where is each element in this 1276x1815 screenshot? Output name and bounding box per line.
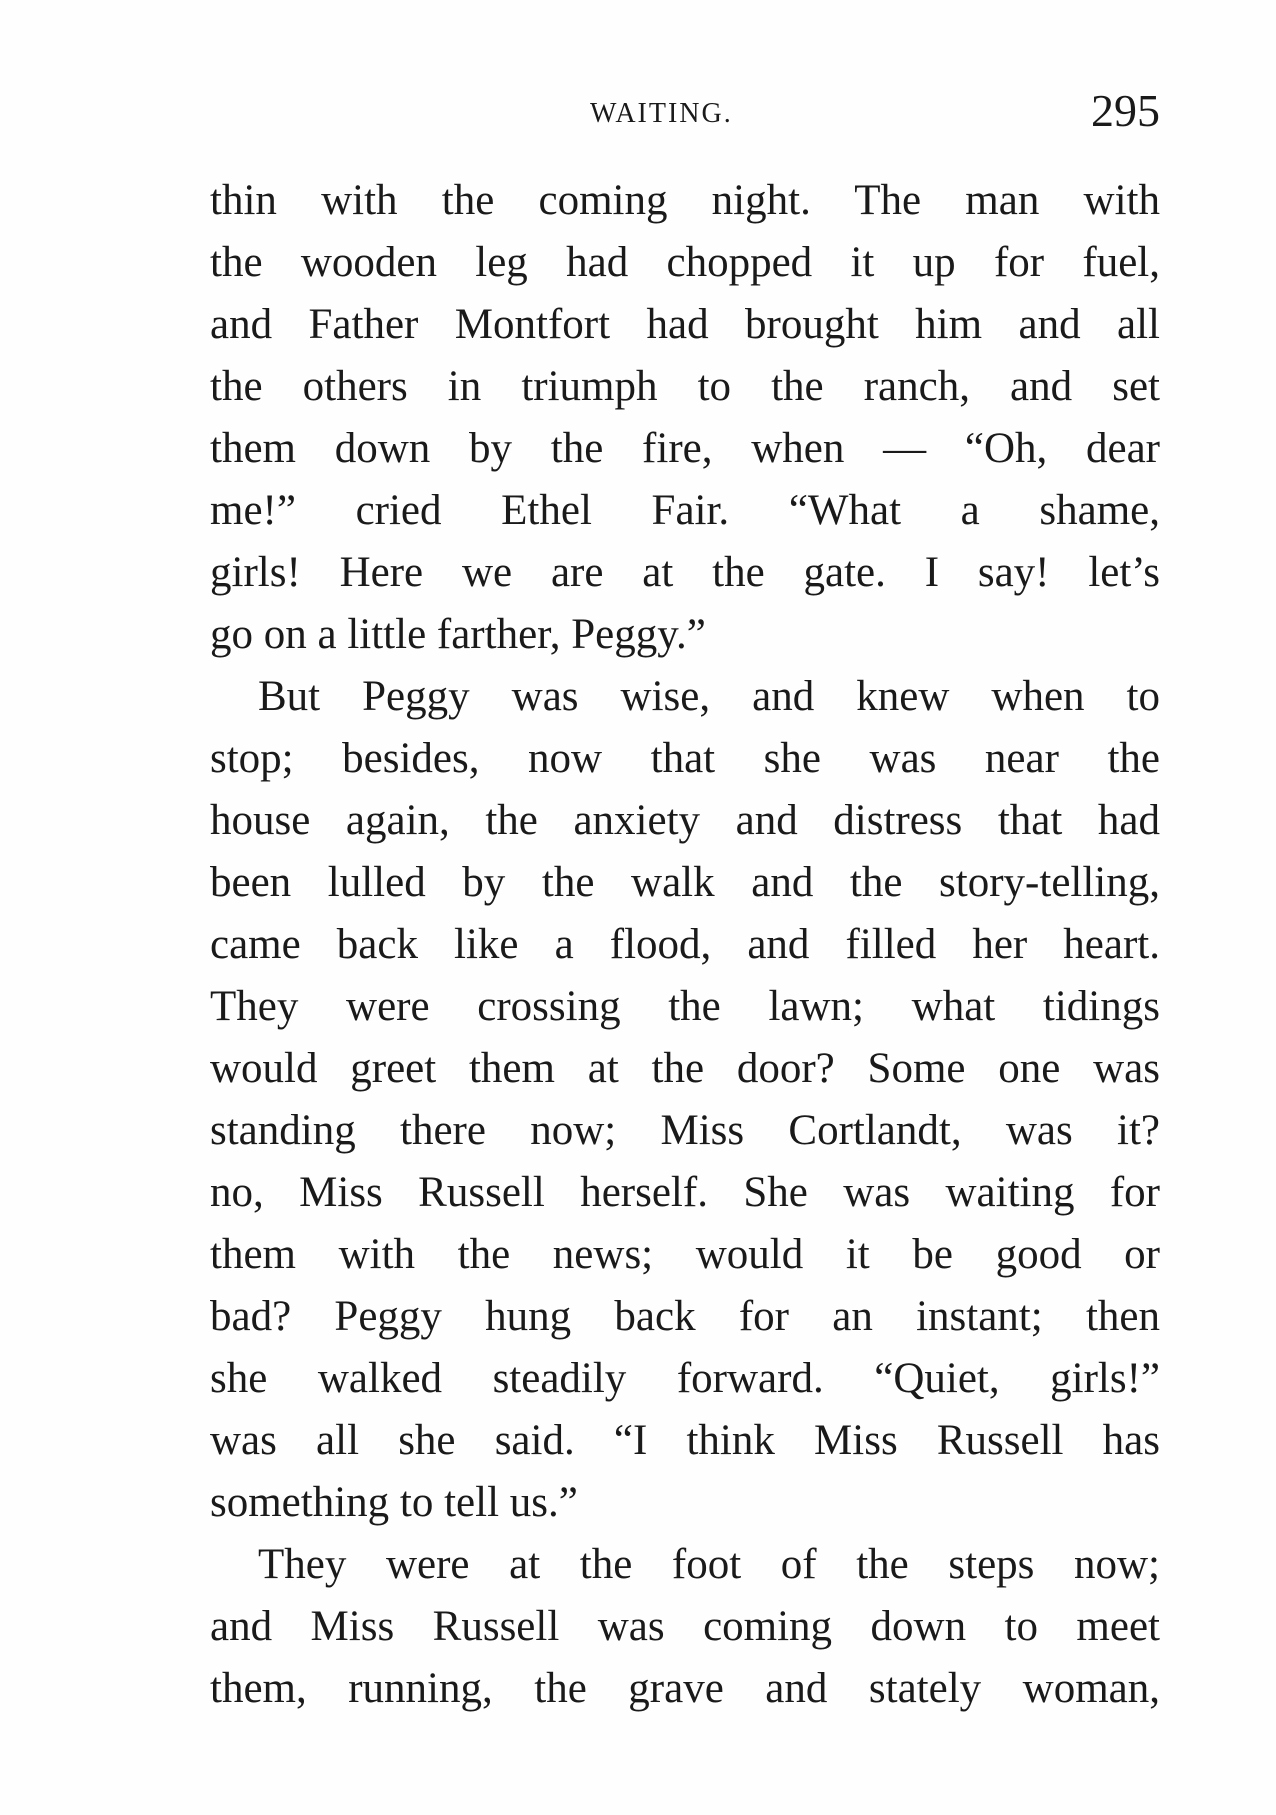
text-line: go on a little farther, Peggy.” (210, 611, 706, 658)
text-line: would greet them at the door? Some one was (210, 1045, 1160, 1092)
text-line: They were crossing the lawn; what tidings (210, 983, 1160, 1030)
text-line: was all she said. “I think Miss Russell has (210, 1417, 1160, 1464)
text-line: something to tell us.” (210, 1479, 578, 1526)
text-line: no, Miss Russell herself. She was waiting for (210, 1169, 1160, 1216)
text-line: They were at the foot of the steps now; (258, 1541, 1160, 1588)
page-number: 295 (1091, 85, 1160, 136)
text-line: standing there now; Miss Cortlandt, was it? (210, 1107, 1160, 1154)
running-title: WAITING. (590, 98, 733, 129)
running-head (210, 84, 1160, 144)
text-line: them, running, the grave and stately woman, (210, 1665, 1160, 1712)
text-line: thin with the coming night. The man with (210, 177, 1160, 224)
text-line: the wooden leg had chopped it up for fuel, (210, 239, 1160, 286)
text-line: girls! Here we are at the gate. I say! let’s (210, 549, 1160, 596)
text-line: them down by the fire, when — “Oh, dear (210, 425, 1160, 472)
text-line: came back like a flood, and filled her heart. (210, 921, 1160, 968)
text-line: and Miss Russell was coming down to meet (210, 1603, 1160, 1650)
text-line: them with the news; would it be good or (210, 1231, 1160, 1278)
text-line: house again, the anxiety and distress that had (210, 797, 1160, 844)
text-line: and Father Montfort had brought him and all (210, 301, 1160, 348)
text-line: bad? Peggy hung back for an instant; then (210, 1293, 1160, 1340)
text-line: me!” cried Ethel Fair. “What a shame, (210, 487, 1160, 534)
text-line: stop; besides, now that she was near the (210, 735, 1160, 782)
text-line: the others in triumph to the ranch, and set (210, 363, 1160, 410)
text-line: been lulled by the walk and the story-telling, (210, 859, 1160, 906)
text-line: But Peggy was wise, and knew when to (258, 673, 1160, 720)
text-line: she walked steadily forward. “Quiet, girls!” (210, 1355, 1160, 1402)
body-text (210, 170, 1160, 1720)
